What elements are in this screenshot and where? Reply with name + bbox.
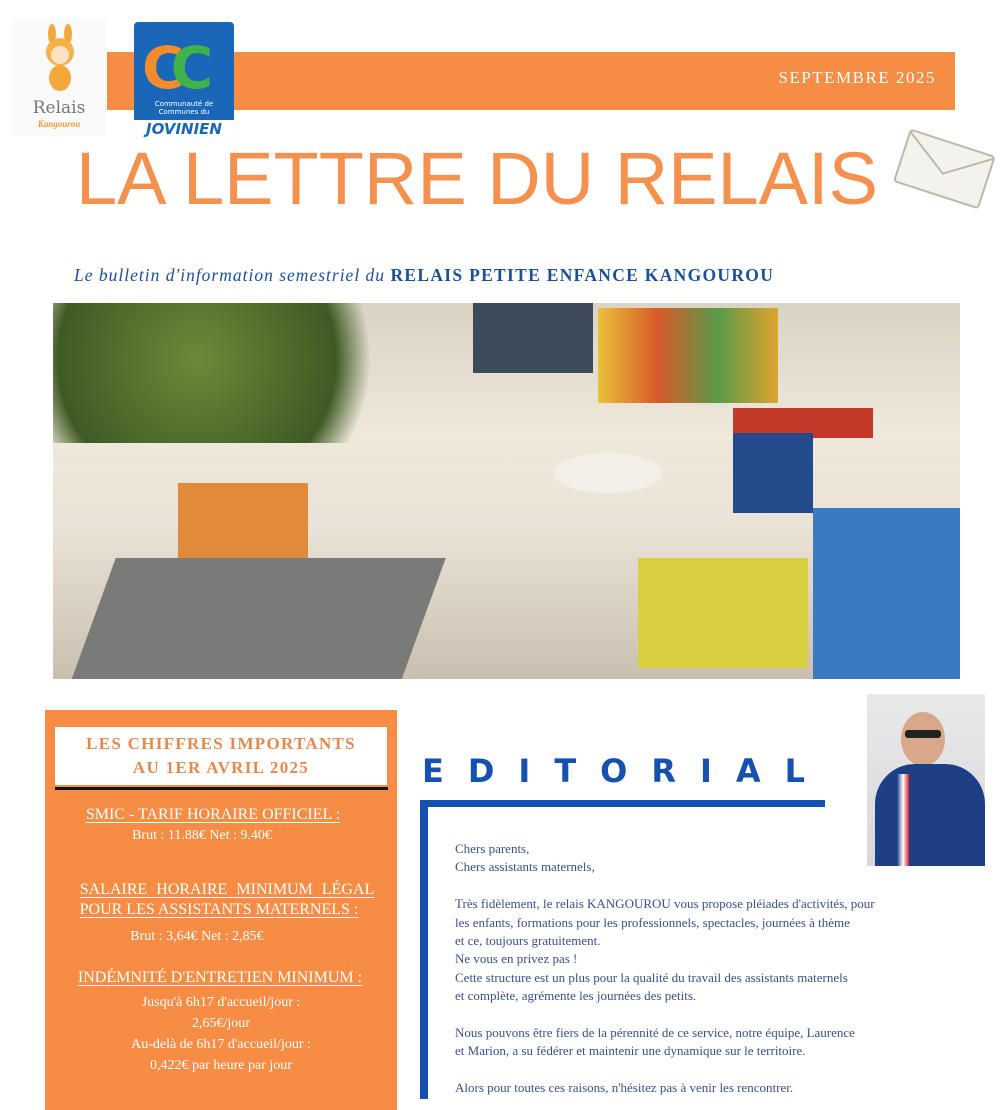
- relais-room-photo: [53, 303, 960, 679]
- page-title: LA LETTRE DU RELAIS: [76, 137, 878, 220]
- divider: [55, 787, 388, 790]
- editorial-line: et Marion, a su fédérer et maintenir une dynamique sur le territoire.: [455, 1043, 806, 1059]
- editorial-line: [455, 877, 985, 895]
- editorial-frame-left: [420, 800, 428, 1099]
- salaire-title: SALAIRE HORAIRE MINIMUM LÉGAL: [79, 881, 375, 898]
- envelope-icon: [893, 122, 997, 212]
- indemnite-line: Jusqu'à 6h17 d'accueil/jour :: [141, 995, 301, 1010]
- indemnite-line: 0,422€ par heure par jour: [150, 1058, 292, 1073]
- editorial-line: Très fidèlement, le relais KANGOUROU vous propose pléiades d'activités, pour: [455, 896, 875, 912]
- smic-title: SMIC - TARIF HORAIRE OFFICIEL :: [85, 806, 341, 823]
- editorial-line: Nous pouvons être fiers de la pérennité de ce service, notre équipe, Laurence: [455, 1025, 855, 1041]
- salaire-value: Brut : 3,64€ Net : 2,85€: [130, 929, 264, 944]
- editorial-line: Chers parents,: [455, 841, 530, 856]
- relais-kangourou-logo: Relais Kangourou: [12, 18, 106, 136]
- smic-value: Brut : 11.88€ Net : 9.40€: [132, 828, 272, 843]
- editorial-text: [455, 840, 985, 1098]
- key-figures-box: [45, 710, 397, 1110]
- editorial-line: [455, 1006, 985, 1024]
- editorial-line: [455, 1061, 985, 1079]
- issue-date: SEPTEMBRE 2025: [778, 68, 936, 87]
- cc-jovinien-logo: CC Communauté de Communes du JOVINIEN: [134, 22, 234, 138]
- indemnite-line: 2,65€/jour: [192, 1016, 250, 1031]
- indemnite-line: Au-delà de 6h17 d'accueil/jour :: [131, 1037, 311, 1052]
- editorial-heading: EDITORIAL: [422, 752, 830, 790]
- subtitle: Le bulletin d'information semestriel du RELAIS PETITE ENFANCE KANGOUROU: [74, 265, 775, 285]
- editorial-line: et complète, agrémente les journées des petits.: [455, 988, 697, 1004]
- indemnite-title: INDÉMNITÉ D'ENTRETIEN MINIMUM :: [77, 969, 363, 986]
- editorial-line: et ce, toujours gratuitement.: [455, 933, 601, 949]
- editorial-frame-top: [420, 800, 825, 807]
- editorial-line: Alors pour toutes ces raisons, n'hésitez pas à venir les rencontrer.: [455, 1080, 794, 1096]
- editorial-line: Ne vous en privez pas !: [455, 951, 578, 967]
- editorial-line: Chers assistants maternels,: [455, 859, 595, 875]
- kangaroo-icon: [40, 24, 80, 94]
- salaire-title-2: POUR LES ASSISTANTS MATERNELS :: [79, 901, 359, 918]
- key-figures-title: LES CHIFFRES IMPORTANTS AU 1ER AVRIL 2025: [55, 727, 387, 785]
- editorial-line: les enfants, formations pour les professionnels, spectacles, journées à thème: [455, 914, 850, 930]
- editorial-line: Cette structure est un plus pour la qualité du travail des assistants maternels: [455, 969, 848, 985]
